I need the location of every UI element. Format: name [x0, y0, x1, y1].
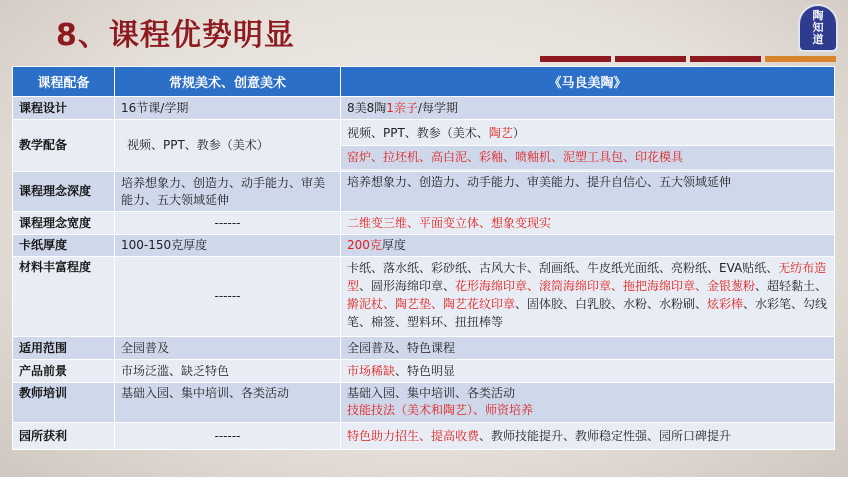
cell-regular: ------ [115, 423, 341, 450]
cell-text: 视频、PPT、教参（美术、 [347, 126, 489, 140]
deco-bar-3 [690, 56, 761, 62]
cell-line: 技能技法（美术和陶艺）、师资培养 [347, 403, 534, 417]
cell-text: 、固体胶、白乳胶、水粉、水粉刷、 [515, 297, 708, 311]
table-row [13, 212, 835, 235]
table-row [13, 120, 835, 172]
comparison-table [12, 66, 835, 450]
table-row [13, 383, 835, 423]
header-maliang-pottery: 《马良美陶》 [341, 67, 835, 97]
logo-char-1: 陶 [812, 9, 824, 22]
row-label: 课程设计 [13, 97, 115, 120]
row-label: 教学配备 [13, 120, 115, 172]
cell-pottery [341, 423, 835, 450]
table-row [13, 172, 835, 212]
header-course-config: 课程配备 [13, 67, 115, 97]
cell-text: 、圆形海绵印章、 [359, 279, 456, 293]
highlight-text: 1亲子 [386, 100, 418, 115]
slide-title: 8、课程优势明显 [56, 18, 295, 53]
logo-char-3: 道 [812, 33, 824, 46]
highlight-text: 陶艺 [488, 126, 513, 140]
cell-text: 、水彩笔、勾线笔、棉签、塑料环、扭扭棒等 [347, 297, 828, 329]
table-header-row [13, 67, 835, 97]
cell-pottery: 培养想象力、创造力、动手能力、审美能力、提升自信心、五大领域延伸 [341, 172, 835, 212]
row-label: 卡纸厚度 [13, 235, 115, 257]
cell-pottery [341, 383, 835, 423]
highlight-text: 擀泥杖、陶艺垫、陶艺花纹印章 [347, 297, 516, 311]
cell-text: 8美8陶 [347, 100, 387, 115]
highlight-text: 200克 [347, 238, 382, 252]
row-label: 课程理念宽度 [13, 212, 115, 235]
row-label: 课程理念深度 [13, 172, 115, 212]
cell-regular: 100-150克厚度 [115, 235, 341, 257]
cell-text: 、超轻黏土、 [755, 279, 828, 293]
cell-regular: ------ [115, 212, 341, 235]
cell-line: 基础入园、集中培训、各类活动 [347, 386, 516, 400]
table-row [13, 97, 835, 120]
cell-pottery: 二维变三维、平面变立体、想象变现实 [341, 212, 835, 235]
cell-regular: 16节课/学期 [115, 97, 341, 120]
logo-char-2: 知 [812, 21, 824, 34]
highlight-text: 炫彩棒 [707, 297, 744, 311]
brand-logo [798, 4, 838, 52]
table-row [13, 337, 835, 360]
cell-regular: 培养想象力、创造力、动手能力、审美能力、五大领域延伸 [115, 172, 341, 212]
row-label: 园所获利 [13, 423, 115, 450]
cell-line [341, 122, 834, 145]
cell-regular: 市场泛滥、缺乏特色 [115, 360, 341, 383]
cell-regular: 基础入园、集中培训、各类活动 [115, 383, 341, 423]
header-regular-art: 常规美术、创意美术 [115, 67, 341, 97]
cell-pottery [341, 97, 835, 120]
row-label: 教师培训 [13, 383, 115, 423]
row-label: 适用范围 [13, 337, 115, 360]
cell-line: 窑炉、拉坯机、高白泥、彩釉、喷釉机、泥塑工具包、印花模具 [341, 145, 834, 169]
highlight-text: 花形海绵印章、滚筒海绵印章、拖把海绵印章、金银葱粉 [455, 279, 756, 293]
cell-text: ） [512, 126, 525, 140]
deco-bar-2 [615, 56, 686, 62]
table-row [13, 257, 835, 337]
highlight-text: 市场稀缺 [347, 363, 396, 378]
cell-regular: 全园普及 [115, 337, 341, 360]
deco-bar-1 [540, 56, 611, 62]
cell-regular: 视频、PPT、教参（美术） [115, 120, 341, 172]
cell-pottery [341, 257, 835, 337]
cell-text: 、教师技能提升、教师稳定性强、园所口碑提升 [479, 428, 732, 443]
table-row [13, 235, 835, 257]
cell-text: /每学期 [417, 100, 458, 115]
table-row [13, 423, 835, 450]
highlight-text: 特色助力招生、提高收费 [347, 428, 480, 443]
cell-text: 、特色明显 [395, 363, 456, 378]
decorative-bars [540, 56, 836, 62]
deco-bar-4 [765, 56, 836, 62]
row-label: 产品前景 [13, 360, 115, 383]
cell-pottery [341, 235, 835, 257]
cell-pottery: 全园普及、特色课程 [341, 337, 835, 360]
table-row [13, 360, 835, 383]
cell-text: 厚度 [381, 238, 406, 252]
cell-text: 卡纸、落水纸、彩砂纸、古风大卡、刮画纸、牛皮纸光面纸、亮粉纸、EVA贴纸、 [347, 261, 779, 275]
highlight-text: 无纺布造型 [347, 261, 827, 293]
cell-pottery [341, 120, 835, 172]
cell-regular: ------ [115, 257, 341, 337]
row-label: 材料丰富程度 [13, 257, 115, 337]
cell-pottery [341, 360, 835, 383]
